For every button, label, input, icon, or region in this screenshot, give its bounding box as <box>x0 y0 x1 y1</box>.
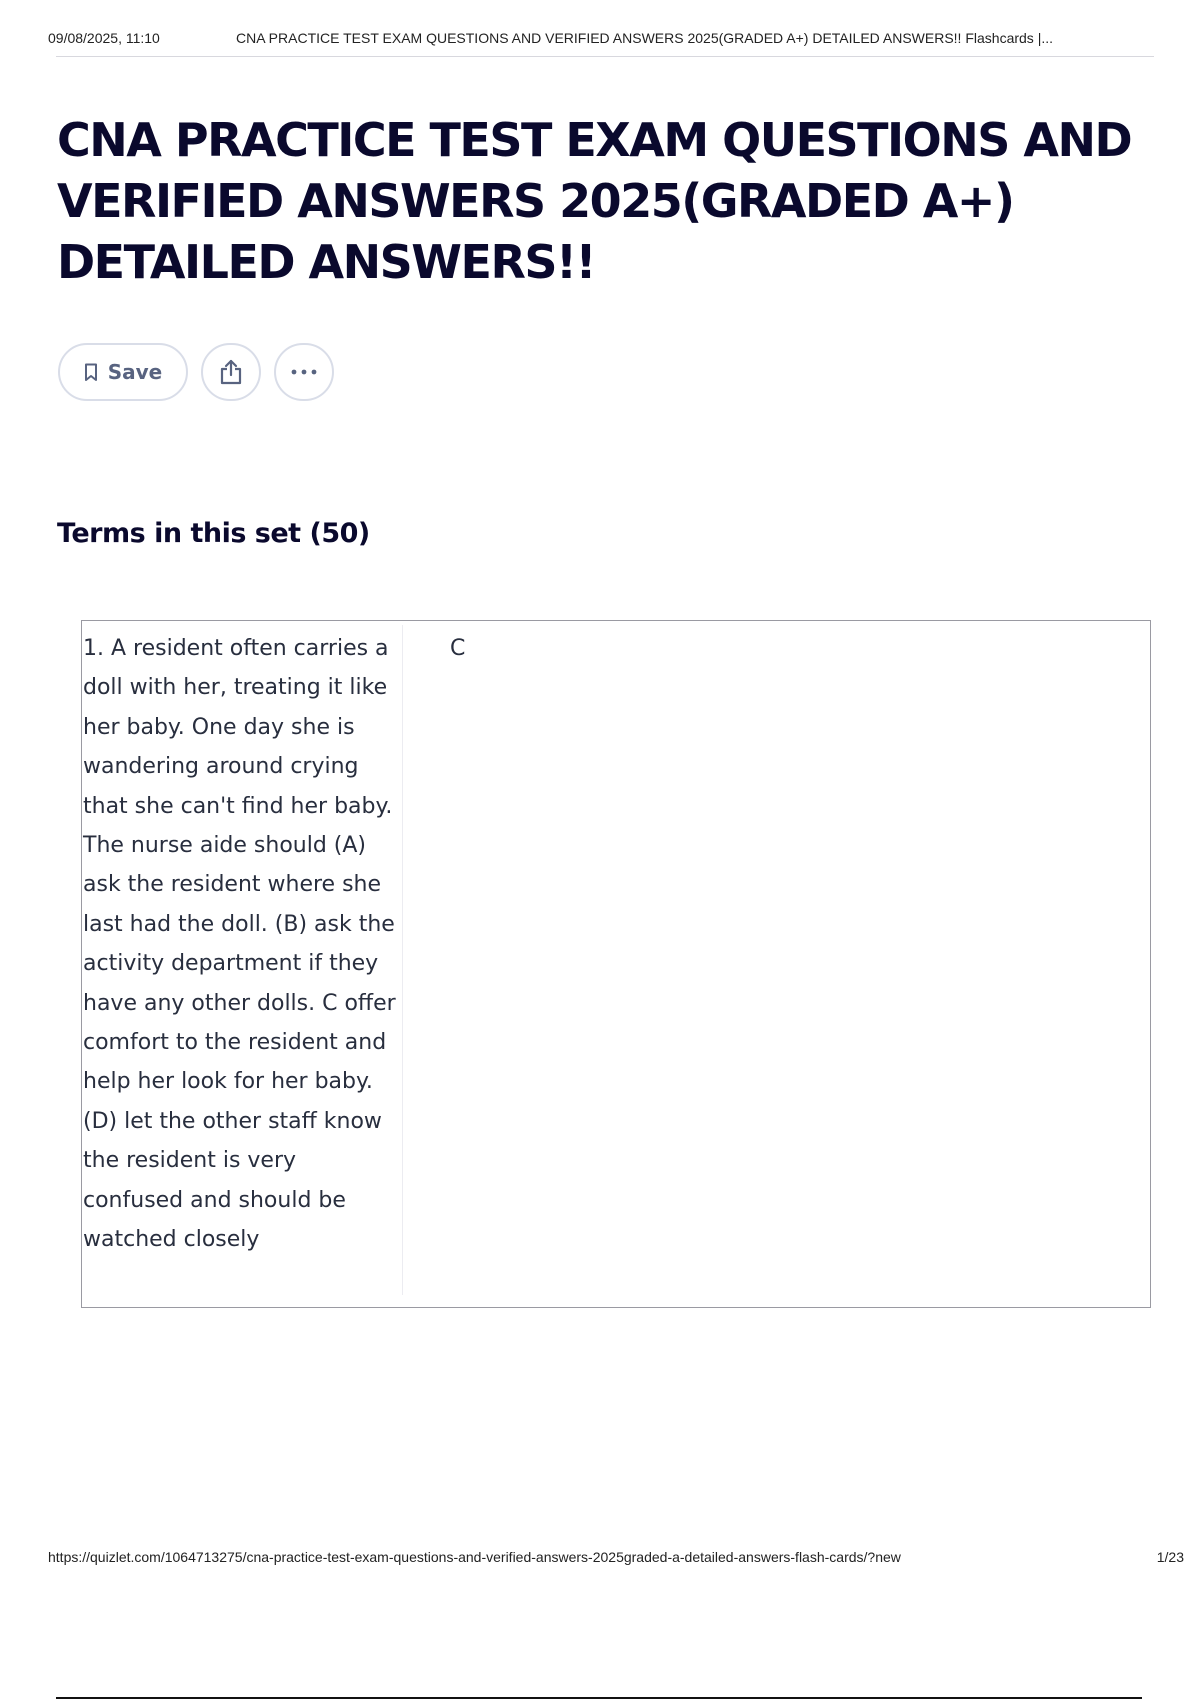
terms-section-heading: Terms in this set (50) <box>57 518 370 549</box>
print-datetime: 09/08/2025, 11:10 <box>48 30 160 46</box>
term-card <box>81 620 1151 1308</box>
print-header <box>48 30 1178 52</box>
save-button-label: Save <box>107 360 163 384</box>
share-button[interactable] <box>201 343 261 401</box>
print-document-title: CNA PRACTICE TEST EXAM QUESTIONS AND VERIFIED ANSWERS 2025(GRADED A+) DETAILED ANSWERS!! Flashcards |... <box>236 30 1054 46</box>
more-options-icon <box>290 368 318 376</box>
share-icon <box>218 358 244 386</box>
print-page-number: 1/23 <box>1156 1549 1184 1565</box>
page-title: CNA PRACTICE TEST EXAM QUESTIONS AND VERIFIED ANSWERS 2025(GRADED A+) DETAILED ANSWERS!! <box>57 113 1132 289</box>
more-options-button[interactable] <box>274 343 334 401</box>
definition-text: C <box>450 636 466 661</box>
save-button[interactable] <box>58 343 188 401</box>
print-footer <box>48 1549 1184 1571</box>
bookmark-icon <box>84 363 98 382</box>
bottom-divider <box>56 1697 1142 1699</box>
print-url: https://quizlet.com/1064713275/cna-practice-test-exam-questions-and-verified-answers-2025graded-a-detailed-answers-flash-cards/?new <box>48 1549 901 1565</box>
term-definition-divider <box>402 625 403 1295</box>
term-text: 1. A resident often carries a doll with her, treating it like her baby. One day she is wandering around crying that she can't find her baby. The nurse aide should (A) ask the resident where she last had the doll. (B) ask the activity department if they have any other dolls. C offer comfort to the resident and help her look for her baby. (D) let the other staff know the resident is very confused and should be watched closely <box>83 636 396 1253</box>
header-divider <box>56 56 1154 57</box>
